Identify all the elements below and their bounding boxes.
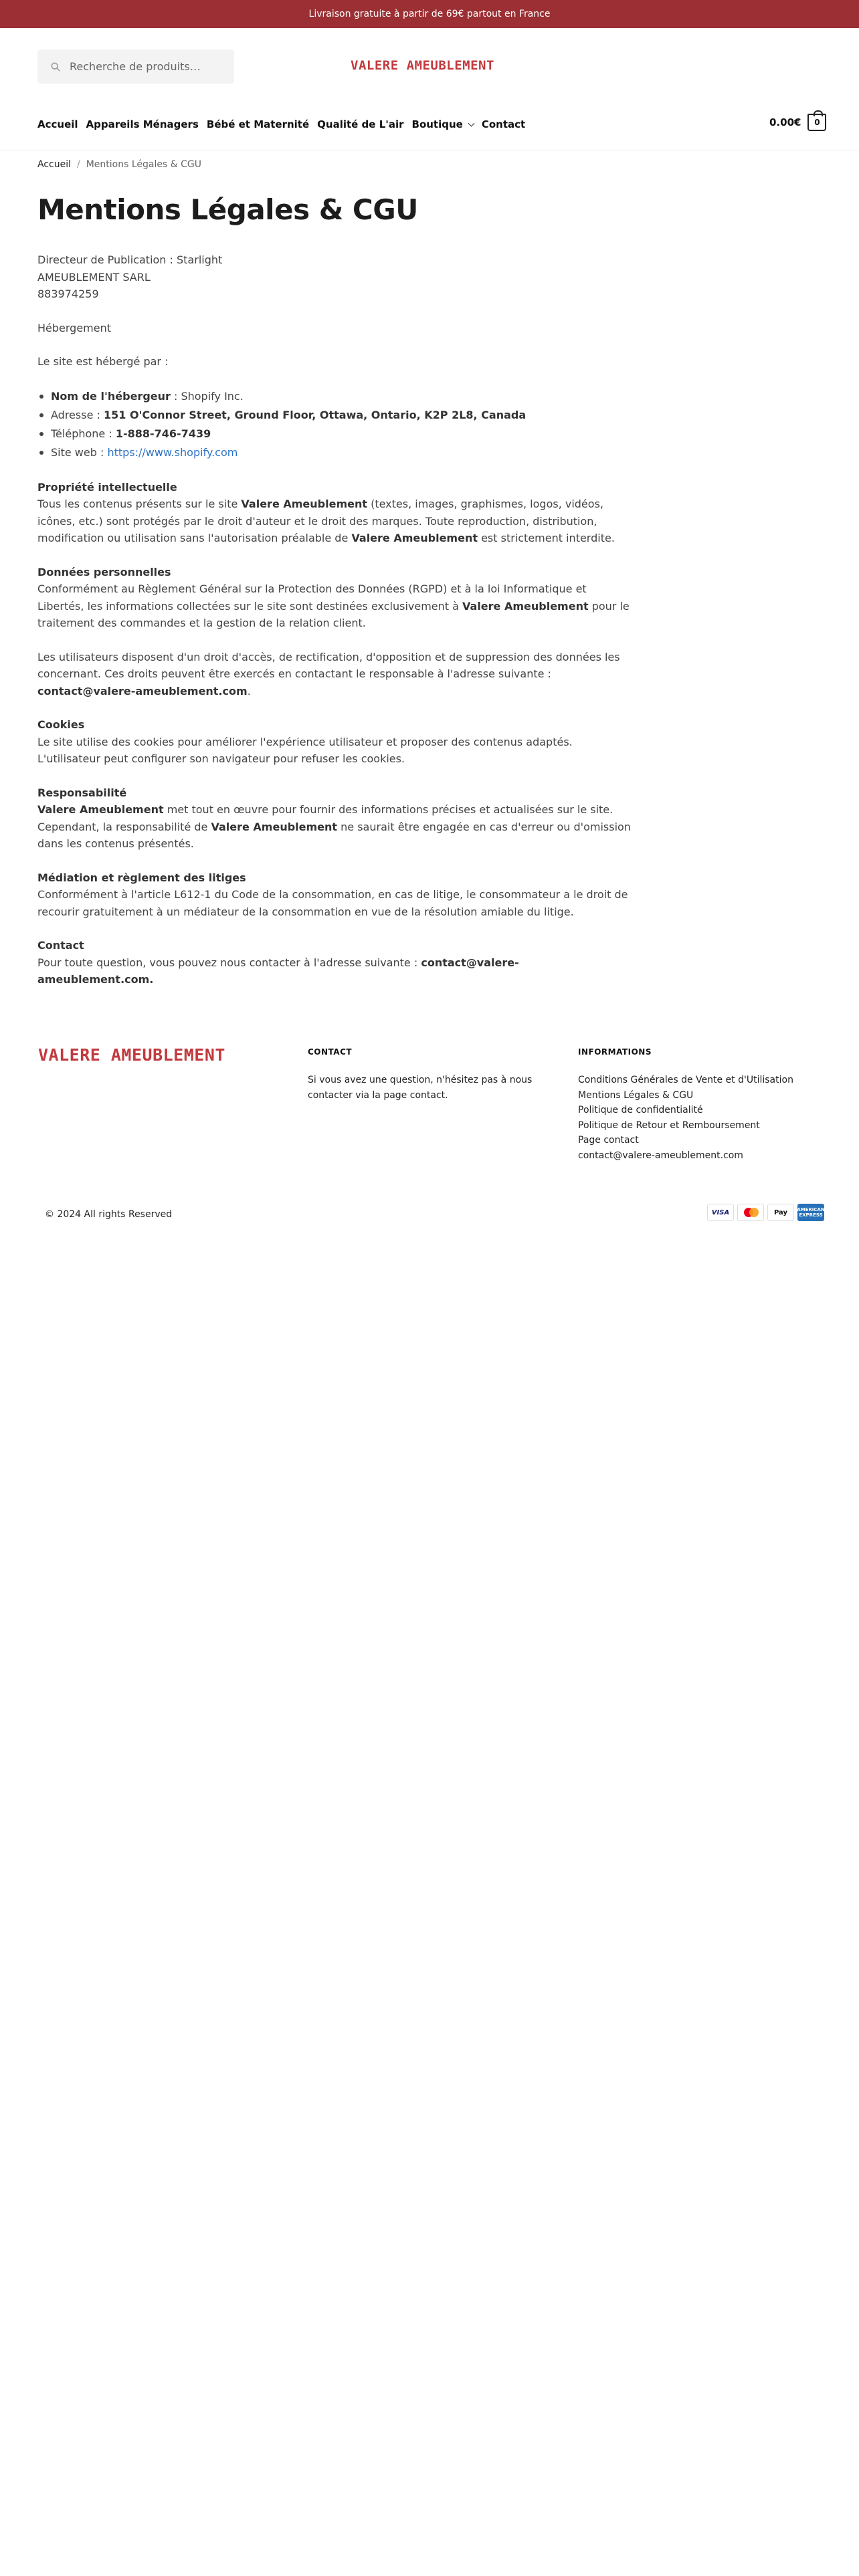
breadcrumb (37, 159, 201, 170)
responsibility-text: met tout en œuvre pour fournir des informations précises et actualisées sur le site. Cependant, la responsabilité de (37, 803, 613, 833)
nav-label: Qualité de L'air (317, 118, 404, 130)
copyright: © 2024 All rights Reserved (45, 1209, 173, 1220)
announcement-bar (0, 0, 859, 28)
brand-name: Valere Ameublement (351, 532, 478, 544)
footer-contact-column (308, 1047, 549, 1103)
ip-text: Tous les contenus présents sur le site (37, 498, 242, 510)
ip-text: (textes, images, graphismes, logos, vidéos, icônes, etc.) sont protégés par le droit d'auteur et le droit des marques. Toute reproduction, distribution, modification ou utilisation sans l'autorisation préalable de (37, 498, 603, 544)
footer-link-email[interactable]: contact@valere-ameublement.com (578, 1150, 743, 1161)
ip-text: est strictement interdite. (478, 532, 615, 544)
footer-logo-text: VALERE AMEUBLEMENT (38, 1045, 225, 1065)
punctuation: . (247, 684, 251, 697)
breadcrumb-separator: / (77, 159, 80, 170)
site-logo[interactable] (351, 58, 494, 74)
publisher-info (37, 251, 633, 303)
cookies-section (37, 716, 633, 768)
brand-name: Valere Ameublement (241, 498, 368, 510)
apple-pay-label: Pay (773, 1208, 788, 1216)
contact-email: contact@valere-ameublement.com (37, 684, 248, 697)
contact-heading: Contact (37, 939, 84, 952)
cookies-text: Le site utilise des cookies pour améliorer l'expérience utilisateur et proposer des contenus adaptés. L'utilisateur peut configurer son navigateur pour refuser les cookies. (37, 735, 573, 765)
cart-count: 0 (814, 118, 820, 127)
nav-item-bebe-maternite[interactable] (207, 118, 309, 130)
footer-link-contact-page[interactable]: Page contact (578, 1135, 639, 1146)
host-phone-label: Téléphone : (51, 427, 116, 440)
footer-link-privacy[interactable]: Politique de confidentialité (578, 1105, 703, 1115)
host-name-value: : Shopify Inc. (170, 389, 244, 403)
shopping-bag-icon (807, 114, 826, 131)
host-website (37, 443, 633, 462)
publisher-line: 883974259 (37, 288, 99, 300)
hosting-intro: Le site est hébergé par : (37, 355, 169, 368)
footer-info-column (578, 1047, 832, 1163)
footer-link-mentions[interactable]: Mentions Légales & CGU (578, 1089, 694, 1101)
host-address-label: Adresse : (51, 408, 104, 421)
cookies-heading: Cookies (37, 718, 85, 731)
nav-label: Boutique (411, 118, 463, 130)
contact-email: contact@valere-ameublement.com (37, 956, 519, 986)
cart-total: 0.00€ (769, 116, 801, 128)
apple-pay-icon (767, 1204, 794, 1221)
nav-label: Appareils Ménagers (86, 118, 199, 130)
host-address (37, 406, 633, 425)
nav-label: Bébé et Maternité (206, 118, 310, 130)
nav-item-contact[interactable] (482, 118, 525, 130)
host-name (37, 387, 633, 406)
visa-label: VISA (711, 1208, 730, 1216)
mediation-text: Conformément à l'article L612-1 du Code de la consommation, en cas de litige, le consommateur a le droit de recourir gratuitement à un médiateur de la consommation en vue de la résolution amiable du litige. (37, 888, 628, 918)
punctuation: . (149, 973, 154, 986)
data-text: pour le traitement des commandes et la gestion de la relation client. (37, 599, 630, 629)
page-content (37, 191, 633, 1005)
nav-label: Accueil (37, 118, 78, 130)
host-phone (37, 425, 633, 443)
rights-section (37, 649, 633, 700)
search-box[interactable] (37, 49, 234, 84)
logo-text: VALERE AMEUBLEMENT (351, 58, 494, 73)
main-nav (37, 118, 533, 130)
breadcrumb-current: Mentions Légales & CGU (86, 159, 201, 170)
payment-methods (704, 1204, 824, 1221)
contact-section (37, 937, 633, 988)
cart-link[interactable] (769, 114, 826, 131)
mediation-section (37, 869, 633, 921)
hosting-heading: Hébergement (37, 321, 112, 334)
data-heading: Données personnelles (37, 565, 171, 578)
footer-link-cgv[interactable]: Conditions Générales de Vente et d'Utilisation (578, 1075, 793, 1085)
amex-icon (797, 1204, 824, 1221)
host-name-label: Nom de l'hébergeur (51, 389, 171, 403)
responsibility-section (37, 784, 633, 853)
footer-contact-text: Si vous avez une question, n'hésitez pas à nous contacter via la page contact. (308, 1075, 533, 1101)
publisher-line: AMEUBLEMENT SARL (37, 270, 151, 284)
rights-text: Les utilisateurs disposent d'un droit d'accès, de rectification, d'opposition et de suppression des données les concernant. Ces droits peuvent être exercés en contactant le responsable à l'adresse suivante : (37, 650, 620, 680)
brand-name: Valere Ameublement (211, 820, 338, 833)
footer-link-returns[interactable]: Politique de Retour et Remboursement (578, 1119, 760, 1131)
breadcrumb-home[interactable]: Accueil (37, 159, 71, 170)
site-header (0, 28, 859, 150)
nav-label: Contact (481, 118, 526, 130)
data-text: Conformément au Règlement Général sur la Protection des Données (RGPD) et à la loi Informatique et Libertés, les informations collectées sur le site sont destinées exclusivement à (37, 582, 587, 613)
data-section (37, 564, 633, 632)
search-icon (51, 62, 60, 72)
nav-item-appareils-menagers[interactable] (86, 118, 199, 130)
chevron-down-icon (468, 120, 474, 126)
publisher-line: Directeur de Publication : Starlight (37, 253, 223, 266)
host-address-value: 151 O'Connor Street, Ground Floor, Ottawa, Ontario, K2P 2L8, Canada (103, 408, 527, 421)
host-details (37, 387, 633, 462)
brand-name: Valere Ameublement (462, 599, 589, 613)
host-web-label: Site web : (51, 445, 108, 459)
footer-logo[interactable] (38, 1045, 225, 1065)
contact-text: Pour toute question, vous pouvez nous contacter à l'adresse suivante : (37, 956, 421, 969)
ip-heading: Propriété intellectuelle (37, 480, 177, 494)
brand-name: Valere Ameublement (37, 803, 164, 816)
responsibility-heading: Responsabilité (37, 786, 127, 799)
announcement-text: Livraison gratuite à partir de 69€ partout en France (308, 9, 551, 19)
page-title: Mentions Légales & CGU (37, 193, 418, 226)
responsibility-text: ne saurait être engagée en cas d'erreur ou d'omission dans les contenus présentés. (37, 820, 631, 850)
host-web-link[interactable]: https://www.shopify.com (107, 445, 238, 459)
nav-item-qualite-air[interactable] (317, 118, 403, 130)
ip-section (37, 479, 633, 547)
mediation-heading: Médiation et règlement des litiges (37, 871, 246, 884)
nav-item-boutique[interactable] (412, 118, 474, 130)
nav-item-accueil[interactable] (37, 118, 78, 130)
search-input[interactable] (70, 60, 223, 73)
mastercard-icon (737, 1204, 764, 1221)
host-phone-value: 1-888-746-7439 (115, 427, 211, 440)
amex-label: AMERICAN EXPRESS (797, 1207, 825, 1218)
footer-contact-heading: CONTACT (308, 1047, 353, 1057)
visa-icon (707, 1204, 734, 1221)
footer-info-heading: INFORMATIONS (578, 1047, 652, 1057)
